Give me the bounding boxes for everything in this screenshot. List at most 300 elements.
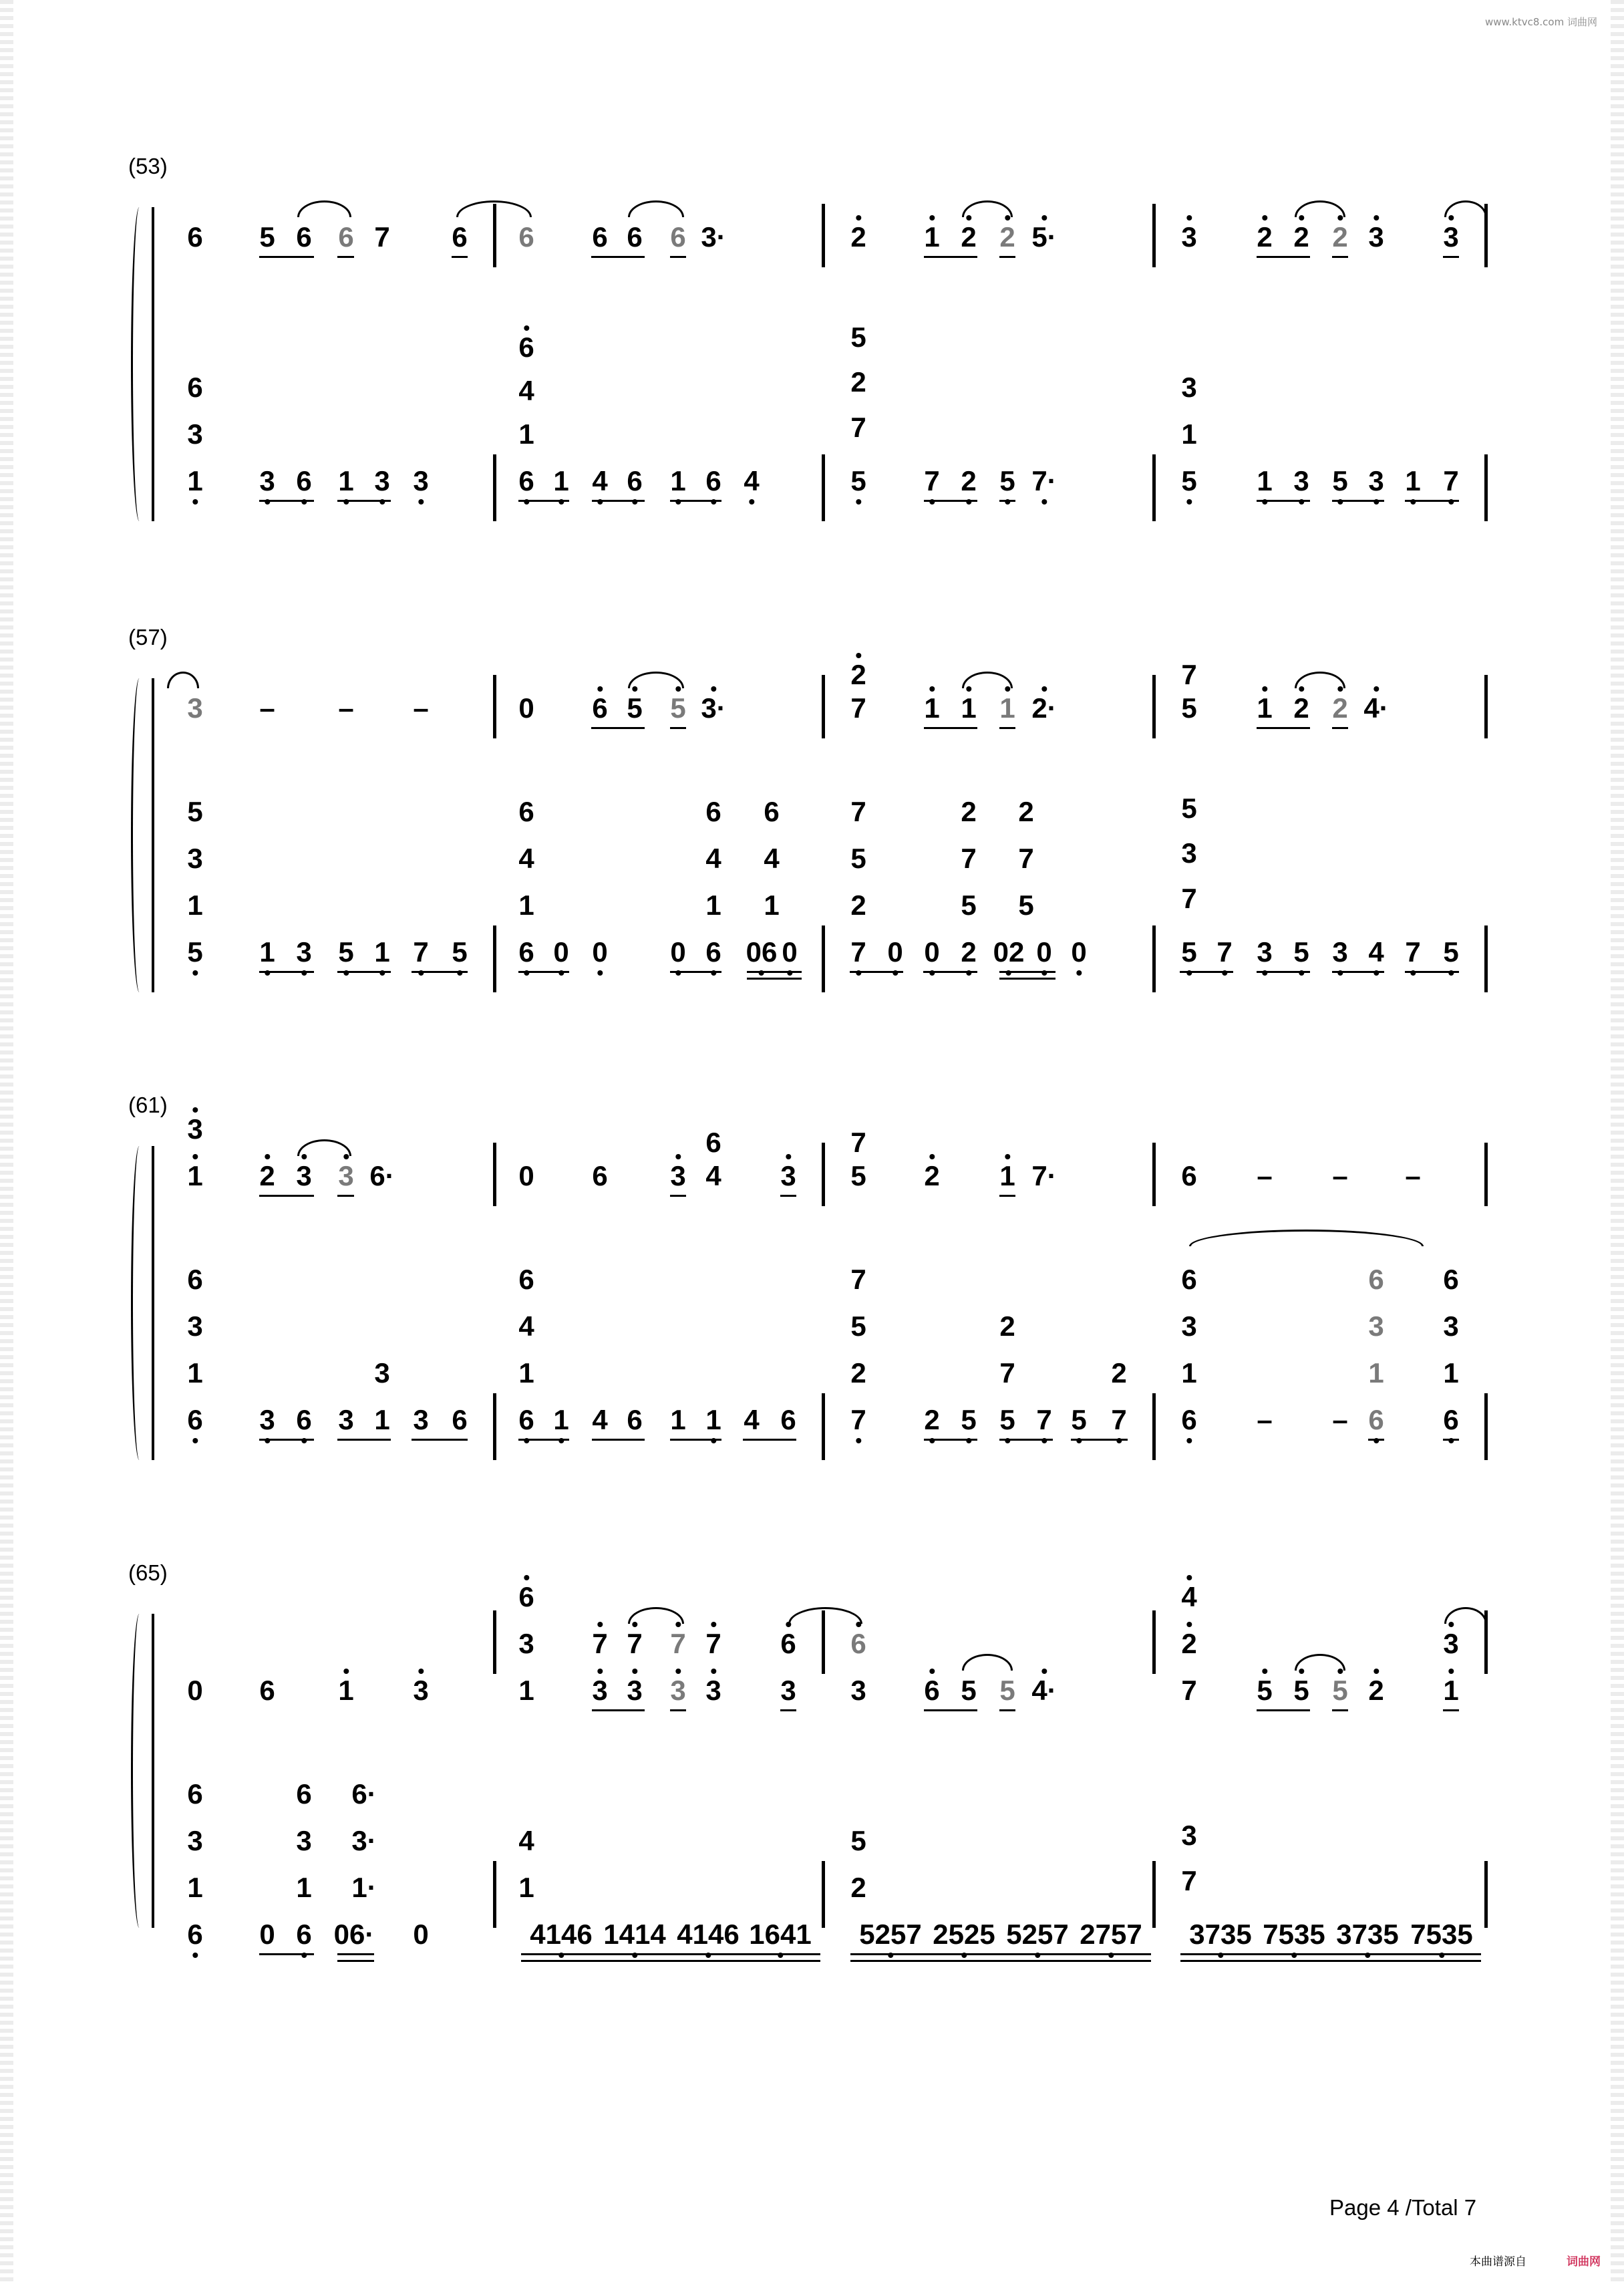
barline: [493, 1393, 496, 1460]
jianpu-note: 0: [924, 938, 939, 966]
beam-underline: [924, 256, 977, 258]
jianpu-note: 5: [850, 1310, 866, 1342]
jianpu-note: 3: [296, 1162, 311, 1190]
jianpu-note: 2: [924, 1162, 939, 1190]
jianpu-note: 4: [1181, 1583, 1196, 1611]
jianpu-note: 0: [518, 692, 534, 724]
jianpu-note: 6: [705, 1127, 721, 1158]
grand-staff-brace: [131, 207, 148, 521]
jianpu-note: 7: [705, 1630, 721, 1658]
jianpu-note: 3: [259, 1406, 275, 1434]
beam-underline: [259, 256, 314, 258]
jianpu-note: 3: [374, 1357, 390, 1389]
jianpu-note: 6: [705, 938, 721, 966]
jianpu-note: 1: [999, 694, 1015, 722]
jianpu-note: 4: [1368, 938, 1384, 966]
tie-arc: [297, 200, 351, 217]
beam-underline: [850, 1960, 931, 1962]
jianpu-note: 5: [1332, 467, 1347, 495]
jianpu-note: 4146: [677, 1920, 739, 1949]
jianpu-note: 3: [259, 467, 275, 495]
beam-underline: [1257, 727, 1310, 729]
tie-arc: [167, 672, 199, 688]
barline: [1484, 1861, 1488, 1928]
jianpu-note: 6: [1368, 1406, 1384, 1434]
octave-up-dot: [1186, 1575, 1192, 1580]
octave-up-dot: [192, 1107, 198, 1113]
jianpu-note: 3735: [1336, 1920, 1398, 1949]
jianpu-note: 6: [259, 1675, 275, 1706]
jianpu-note: 6: [592, 221, 608, 253]
beam-underline: [780, 1195, 796, 1197]
jianpu-note: 7: [413, 938, 428, 966]
octave-up-dot: [929, 1669, 935, 1674]
jianpu-note: 6: [187, 1920, 202, 1949]
beam-underline: [1257, 256, 1310, 258]
beam-underline: [1443, 1709, 1459, 1711]
jianpu-note: 3: [1181, 837, 1197, 869]
jianpu-note: 5: [850, 467, 866, 495]
beam-underline: [595, 1953, 675, 1955]
beam-underline: [743, 1439, 796, 1441]
jianpu-note: 6: [296, 221, 312, 253]
right-margin-strip: [1611, 0, 1624, 2284]
grand-staff-brace: [131, 1146, 148, 1460]
barline: [1152, 454, 1156, 521]
jianpu-note: 6: [296, 467, 311, 495]
octave-up-dot: [1262, 1669, 1267, 1674]
jianpu-note: 06: [746, 938, 778, 966]
jianpu-note: 3: [187, 1310, 203, 1342]
jianpu-note: 2: [850, 889, 866, 921]
jianpu-note: 1: [187, 1357, 203, 1389]
jianpu-note: 6: [296, 1778, 312, 1810]
jianpu-note: 7: [850, 796, 866, 827]
jianpu-note: 6: [780, 1630, 796, 1658]
jianpu-note: 3: [1181, 1820, 1197, 1851]
jianpu-note: 7: [670, 1630, 685, 1658]
jianpu-note: 6: [518, 1406, 534, 1434]
beam-underline: [1180, 1960, 1261, 1962]
jianpu-note: 5: [1293, 1677, 1309, 1705]
jianpu-note: 2525: [933, 1920, 995, 1949]
jianpu-note: 7: [850, 1406, 866, 1434]
jianpu-note: 4: [764, 843, 780, 874]
beam-underline: [337, 1960, 374, 1962]
barline: [493, 454, 496, 521]
jianpu-note: –: [338, 692, 354, 724]
beam-underline: [1071, 1953, 1151, 1955]
jianpu-note: 3: [187, 843, 203, 874]
beam-underline: [999, 1195, 1015, 1197]
jianpu-note: 3: [413, 1404, 429, 1435]
jianpu-note: 7: [999, 1357, 1015, 1389]
jianpu-note: 6: [1181, 1406, 1196, 1434]
beam-underline: [670, 500, 721, 502]
jianpu-note: 2: [1293, 694, 1309, 722]
jianpu-note: 5: [961, 1406, 976, 1434]
jianpu-note: 5257: [859, 1920, 921, 1949]
beam-underline: [259, 971, 314, 973]
beam-underline: [1405, 500, 1459, 502]
jianpu-note: 4·: [1031, 1677, 1056, 1705]
jianpu-note: 1: [1443, 1357, 1459, 1389]
jianpu-note: 5: [452, 938, 467, 966]
barline: [1152, 1610, 1156, 1674]
octave-up-dot: [524, 1575, 529, 1580]
jianpu-note: 6: [187, 1264, 203, 1295]
jianpu-note: 6: [670, 221, 686, 253]
source-text: 本曲谱源自: [1470, 2255, 1526, 2269]
jianpu-note: 6: [187, 1778, 203, 1810]
jianpu-note: 1: [924, 694, 939, 722]
beam-underline: [780, 1709, 796, 1711]
measure-number: (57): [128, 625, 168, 650]
beam-underline: [518, 971, 569, 973]
grand-staff-brace: [131, 1614, 148, 1928]
jianpu-note: 0: [887, 938, 903, 966]
beam-underline: [924, 500, 977, 502]
jianpu-note: 5: [850, 1160, 866, 1191]
jianpu-note: 0: [1036, 938, 1051, 966]
barline: [1152, 204, 1156, 267]
jianpu-note: 0: [518, 1160, 534, 1191]
octave-up-dot: [265, 1154, 270, 1159]
octave-down-dot: [192, 499, 198, 505]
jianpu-note: 2: [961, 467, 976, 495]
tie-arc: [788, 1607, 862, 1624]
octave-down-dot: [192, 1953, 198, 1958]
jianpu-note: 7: [592, 1630, 607, 1658]
tie-arc: [1295, 200, 1345, 217]
site-watermark: www.ktvc8.com 词曲网: [1484, 16, 1597, 28]
jianpu-note: 6: [518, 1264, 534, 1295]
jianpu-note: 5: [1181, 467, 1196, 495]
octave-up-dot: [1186, 1622, 1192, 1627]
octave-down-dot: [1186, 1438, 1192, 1443]
tie-arc: [456, 200, 532, 217]
beam-underline: [259, 1195, 314, 1197]
jianpu-note: 3: [670, 1677, 685, 1705]
jianpu-note: 2: [850, 366, 866, 398]
jianpu-note: 5: [1443, 938, 1458, 966]
jianpu-note: 1414: [603, 1920, 665, 1949]
beam-underline: [850, 971, 903, 973]
jianpu-note: 3: [627, 1677, 642, 1705]
jianpu-note: 4: [518, 1825, 534, 1856]
jianpu-note: 3: [1181, 372, 1197, 403]
jianpu-note: 2: [961, 938, 976, 966]
jianpu-note: 0: [782, 938, 797, 966]
octave-up-dot: [675, 1669, 681, 1674]
beam-underline: [924, 727, 977, 729]
octave-up-dot: [597, 1622, 603, 1627]
system-start-barline: [152, 207, 154, 521]
beam-underline: [670, 1439, 721, 1441]
tie-arc: [628, 200, 684, 217]
jianpu-note: 5: [1293, 938, 1309, 966]
jianpu-note: 4: [705, 843, 721, 874]
jianpu-note: –: [413, 692, 429, 724]
jianpu-note: 1·: [351, 1872, 377, 1903]
jianpu-note: 0: [1071, 938, 1086, 966]
jianpu-note: 1: [961, 694, 976, 722]
jianpu-note: 1: [338, 467, 353, 495]
beam-underline: [518, 1439, 569, 1441]
jianpu-note: 1: [553, 467, 569, 495]
jianpu-note: –: [1257, 1404, 1273, 1435]
jianpu-note: 3: [1181, 1310, 1197, 1342]
octave-up-dot: [597, 1669, 603, 1674]
barline: [822, 1143, 825, 1206]
jianpu-note: 2: [259, 1162, 275, 1190]
jianpu-note: 7: [1181, 1675, 1197, 1706]
grand-staff-brace: [131, 678, 148, 992]
jianpu-note: 1: [1443, 1677, 1458, 1705]
jianpu-note: 2: [961, 223, 976, 251]
beam-underline: [591, 727, 645, 729]
beam-underline: [999, 500, 1015, 502]
jianpu-note: 5: [338, 938, 353, 966]
beam-underline: [259, 1953, 314, 1955]
beam-underline: [999, 256, 1015, 258]
octave-down-dot: [192, 970, 198, 976]
tie-arc: [628, 1607, 684, 1624]
octave-up-dot: [1041, 215, 1047, 221]
beam-underline: [595, 1960, 675, 1962]
octave-down-dot: [597, 970, 603, 976]
jianpu-note: 4: [705, 1160, 721, 1191]
jianpu-note: 1: [518, 1357, 534, 1389]
octave-up-dot: [1448, 1669, 1454, 1674]
beam-underline: [591, 256, 645, 258]
barline: [1152, 675, 1156, 738]
jianpu-note: 1: [999, 1162, 1015, 1190]
beam-underline: [337, 1439, 391, 1441]
jianpu-note: 6: [1181, 1160, 1197, 1191]
jianpu-note: 3: [670, 1162, 685, 1190]
jianpu-note: 6: [338, 221, 354, 253]
jianpu-note: 1: [705, 889, 721, 921]
jianpu-note: 0: [592, 938, 607, 966]
tie-arc: [962, 672, 1013, 688]
jianpu-note: 6: [518, 221, 534, 253]
octave-down-dot: [856, 1438, 861, 1443]
jianpu-note: 3: [780, 1675, 796, 1706]
jianpu-note: 7: [1443, 467, 1458, 495]
jianpu-note: 1: [187, 889, 203, 921]
octave-up-dot: [1262, 686, 1267, 692]
tie-arc: [1189, 1230, 1424, 1246]
jianpu-note: 6: [187, 221, 203, 253]
jianpu-note: 06·: [333, 1918, 375, 1950]
octave-down-dot: [418, 499, 424, 505]
jianpu-note: 6: [296, 1920, 311, 1949]
octave-up-dot: [929, 686, 935, 692]
jianpu-note: 3: [296, 1825, 312, 1856]
jianpu-note: 3: [374, 467, 389, 495]
tie-arc: [962, 1654, 1013, 1671]
jianpu-note: 7: [850, 412, 866, 443]
beam-underline: [924, 1960, 1004, 1962]
beam-underline: [1332, 500, 1384, 502]
octave-up-dot: [711, 686, 716, 692]
jianpu-note: 2: [1111, 1357, 1127, 1389]
jianpu-note: 7: [1181, 659, 1197, 690]
beam-underline: [412, 971, 468, 973]
beam-underline: [592, 500, 645, 502]
beam-underline: [1257, 1709, 1310, 1711]
tie-arc: [1444, 200, 1487, 217]
octave-up-dot: [343, 1669, 349, 1674]
octave-up-dot: [1373, 686, 1379, 692]
octave-up-dot: [1373, 215, 1379, 221]
beam-underline: [924, 1439, 977, 1441]
jianpu-note: 5: [850, 321, 866, 353]
octave-up-dot: [1005, 1154, 1010, 1159]
jianpu-note: 0: [553, 938, 569, 966]
beam-underline: [1368, 1439, 1384, 1441]
octave-up-dot: [711, 1669, 716, 1674]
jianpu-note: 7: [1405, 938, 1420, 966]
jianpu-note: 4: [518, 843, 534, 874]
jianpu-note: 2: [1018, 796, 1034, 827]
barline: [1152, 925, 1156, 992]
jianpu-note: 1: [518, 1872, 534, 1903]
jianpu-note: 7: [924, 467, 939, 495]
beam-underline: [1401, 1953, 1481, 1955]
octave-up-dot: [1186, 215, 1192, 221]
jianpu-note: 6: [705, 796, 721, 827]
barline: [1152, 1861, 1156, 1928]
barline: [493, 675, 496, 738]
jianpu-note: 1: [764, 889, 780, 921]
jianpu-note: 2·: [1031, 694, 1056, 722]
jianpu-note: 7: [850, 1264, 866, 1295]
jianpu-note: 5: [999, 467, 1015, 495]
beam-underline: [742, 1960, 820, 1962]
jianpu-note: 3·: [701, 221, 726, 253]
jianpu-note: 6: [518, 467, 534, 495]
jianpu-note: 7535: [1410, 1920, 1472, 1949]
page-number: Page 4 /Total 7: [1329, 2195, 1477, 2220]
jianpu-note: 2: [999, 1310, 1015, 1342]
beam-underline: [1327, 1960, 1408, 1962]
barline: [493, 1610, 496, 1674]
jianpu-note: 3: [1443, 1630, 1458, 1658]
jianpu-note: 2: [850, 1357, 866, 1389]
beam-underline: [670, 1709, 686, 1711]
jianpu-note: 1641: [749, 1920, 811, 1949]
jianpu-note: 1: [374, 938, 389, 966]
tie-arc: [1295, 1654, 1345, 1671]
beam-underline: [1257, 971, 1310, 973]
octave-up-dot: [786, 1154, 791, 1159]
beam-underline: [999, 1439, 1053, 1441]
jianpu-note: 0: [413, 1918, 429, 1950]
octave-up-dot: [929, 1154, 935, 1159]
jianpu-note: 4: [592, 467, 607, 495]
beam-underline: [1332, 256, 1348, 258]
beam-underline: [592, 1709, 645, 1711]
jianpu-note: 1: [924, 223, 939, 251]
jianpu-note: 1: [518, 418, 534, 450]
barline: [1484, 675, 1488, 738]
beam-underline: [337, 256, 354, 258]
jianpu-note: 5: [1071, 1406, 1086, 1434]
left-margin-strip: [0, 0, 13, 2284]
jianpu-note: 7: [1036, 1406, 1051, 1434]
jianpu-note: 5: [961, 889, 977, 921]
jianpu-note: 6: [780, 1404, 796, 1435]
jianpu-note: 3: [1293, 467, 1309, 495]
jianpu-note: 3: [850, 1675, 866, 1706]
octave-up-dot: [597, 686, 603, 692]
beam-underline: [259, 1439, 314, 1441]
barline: [1484, 1393, 1488, 1460]
jianpu-note: 2: [850, 661, 866, 689]
barline: [1484, 1143, 1488, 1206]
system-start-barline: [152, 1146, 154, 1460]
jianpu-note: 3: [187, 1115, 202, 1143]
beam-underline: [1071, 1439, 1128, 1441]
jianpu-note: 5: [1181, 692, 1197, 724]
jianpu-note: 6: [627, 221, 643, 253]
system-start-barline: [152, 1614, 154, 1928]
jianpu-note: 5: [187, 938, 202, 966]
jianpu-note: 2: [999, 223, 1015, 251]
jianpu-note: 2: [961, 796, 977, 827]
jianpu-note: 3: [1368, 1310, 1384, 1342]
octave-up-dot: [929, 215, 935, 221]
beam-underline: [1443, 1439, 1459, 1441]
beam-underline: [668, 1960, 748, 1962]
beam-underline: [337, 500, 391, 502]
jianpu-note: 6: [705, 467, 721, 495]
jianpu-note: 4146: [530, 1920, 592, 1949]
jianpu-note: 3: [187, 1825, 203, 1856]
jianpu-note: 7: [1111, 1406, 1126, 1434]
jianpu-note: 6: [592, 1160, 608, 1191]
jianpu-note: 3: [1443, 223, 1458, 251]
beam-underline: [1332, 1709, 1348, 1711]
jianpu-note: 6: [627, 1404, 643, 1435]
octave-down-dot: [1041, 499, 1047, 505]
jianpu-note: 3: [1181, 223, 1196, 251]
octave-up-dot: [1262, 215, 1267, 221]
jianpu-note: 1: [1181, 1357, 1197, 1389]
beam-underline: [997, 1953, 1078, 1955]
jianpu-note: 2: [1332, 223, 1347, 251]
jianpu-note: 1: [187, 467, 202, 495]
jianpu-note: 7: [850, 692, 866, 724]
jianpu-note: 6·: [369, 1160, 395, 1191]
jianpu-note: 4: [518, 1310, 534, 1342]
beam-underline: [1180, 1953, 1261, 1955]
jianpu-note: 6: [452, 221, 468, 253]
jianpu-note: 4: [518, 375, 534, 406]
jianpu-note: 6: [1181, 1264, 1197, 1295]
beam-underline: [923, 971, 977, 973]
tie-arc: [1295, 672, 1345, 688]
jianpu-note: 7: [850, 938, 866, 966]
octave-up-dot: [632, 1669, 637, 1674]
jianpu-note: 5: [850, 1825, 866, 1856]
jianpu-note: 02: [993, 938, 1025, 966]
beam-underline: [1254, 1960, 1334, 1962]
beam-underline: [999, 971, 1055, 973]
beam-underline: [1332, 727, 1348, 729]
